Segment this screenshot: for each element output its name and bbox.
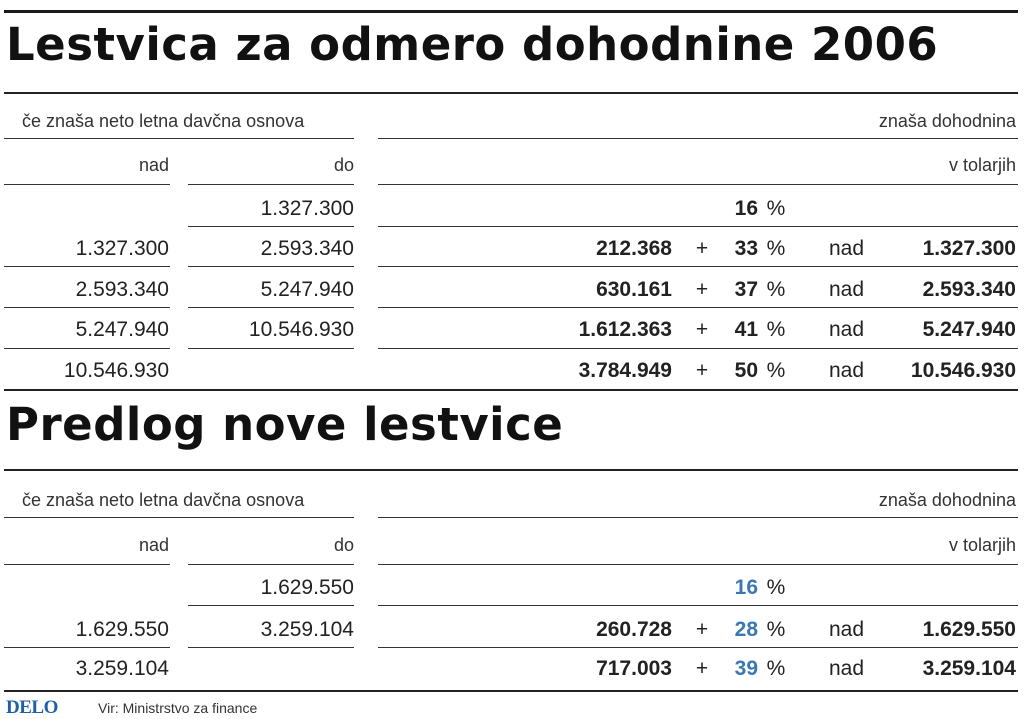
table-cell-nad: 1.327.300: [75, 237, 169, 260]
table-cell-pct: %: [766, 618, 786, 641]
table-cell-rate: 16: [734, 197, 758, 220]
table-cell-over-label: nad: [829, 359, 865, 382]
table-cell-nad: 10.546.930: [63, 359, 169, 382]
table-cell-rate: 41: [734, 318, 758, 341]
table-cell-do: 1.327.300: [260, 197, 354, 220]
table-cell-over: 1.629.550: [922, 618, 1016, 641]
table-cell-do: 1.629.550: [260, 576, 354, 599]
table-cell-pct: %: [766, 359, 786, 382]
table-cell-base: 717.003: [596, 657, 672, 680]
table-cell-base: 630.161: [596, 278, 672, 301]
table-cell-rate: 50: [734, 359, 758, 382]
table-cell-over: 10.546.930: [910, 359, 1016, 382]
table-cell-nad: 2.593.340: [75, 278, 169, 301]
table-cell-rate: 16: [734, 576, 758, 599]
table-cell-pct: %: [766, 318, 786, 341]
table-cell-rate: 39: [734, 657, 758, 680]
section1-rule: [4, 92, 1018, 94]
table-cell-base: 260.728: [596, 618, 672, 641]
table-cell-over-label: nad: [829, 278, 865, 301]
section1-col-nad: nad: [138, 155, 169, 175]
table-cell-over-label: nad: [829, 318, 865, 341]
section2-col-unit: v tolarjih: [948, 535, 1016, 555]
table-cell-over-label: nad: [829, 657, 865, 680]
table-cell-base: 212.368: [596, 237, 672, 260]
divider: [188, 348, 354, 349]
table-cell-nad: 5.247.940: [75, 318, 169, 341]
divider: [4, 184, 170, 185]
table-cell-do: 2.593.340: [260, 237, 354, 260]
table-cell-pct: %: [766, 197, 786, 220]
divider: [378, 184, 1018, 185]
table-cell-over: 5.247.940: [922, 318, 1016, 341]
divider: [188, 647, 354, 648]
section2-header-right: znaša dohodnina: [878, 490, 1016, 510]
section2-col-nad: nad: [138, 535, 169, 555]
divider: [188, 184, 354, 185]
divider: [188, 605, 354, 606]
table-cell-plus: +: [695, 237, 709, 260]
section2-rule: [4, 469, 1018, 471]
divider: [378, 307, 1018, 308]
delo-logo: DELO: [6, 697, 58, 718]
divider: [378, 348, 1018, 349]
source-note: Vir: Ministrstvo za finance: [98, 700, 258, 716]
table-cell-plus: +: [695, 618, 709, 641]
section1-col-unit: v tolarjih: [948, 155, 1016, 175]
table-cell-pct: %: [766, 576, 786, 599]
table-cell-plus: +: [695, 657, 709, 680]
table-cell-over: 1.327.300: [922, 237, 1016, 260]
divider: [378, 605, 1018, 606]
table-cell-do: 10.546.930: [248, 318, 354, 341]
divider: [378, 647, 1018, 648]
divider: [188, 307, 354, 308]
table-cell-nad: 3.259.104: [75, 657, 169, 680]
divider: [4, 564, 170, 565]
section1-header-right: znaša dohodnina: [878, 111, 1016, 131]
section1-header-left: če znaša neto letna davčna osnova: [22, 111, 305, 131]
table-cell-over-label: nad: [829, 618, 865, 641]
table-cell-rate: 28: [734, 618, 758, 641]
table-cell-nad: 1.629.550: [75, 618, 169, 641]
divider: [188, 226, 354, 227]
divider: [378, 138, 1018, 139]
section2-title: Predlog nove lestvice: [6, 398, 564, 451]
table-cell-plus: +: [695, 278, 709, 301]
section1-bottom-rule: [4, 389, 1018, 391]
table-cell-over-label: nad: [829, 237, 865, 260]
divider: [188, 266, 354, 267]
top-rule: [4, 10, 1018, 13]
section1-col-do: do: [333, 155, 354, 175]
divider: [4, 138, 354, 139]
table-cell-over: 3.259.104: [922, 657, 1016, 680]
table-cell-do: 3.259.104: [260, 618, 354, 641]
divider: [4, 647, 170, 648]
table-cell-base: 3.784.949: [578, 359, 672, 382]
divider: [4, 348, 170, 349]
divider: [4, 307, 170, 308]
table-cell-plus: +: [695, 318, 709, 341]
table-cell-pct: %: [766, 237, 786, 260]
section2-col-do: do: [333, 535, 354, 555]
table-cell-rate: 33: [734, 237, 758, 260]
divider: [378, 226, 1018, 227]
table-cell-base: 1.612.363: [578, 318, 672, 341]
section2-header-left: če znaša neto letna davčna osnova: [22, 490, 305, 510]
section1-title: Lestvica za odmero dohodnine 2006: [6, 18, 939, 71]
divider: [4, 266, 170, 267]
table-cell-do: 5.247.940: [260, 278, 354, 301]
table-cell-pct: %: [766, 278, 786, 301]
divider: [378, 517, 1018, 518]
divider: [188, 564, 354, 565]
divider: [378, 266, 1018, 267]
divider: [4, 517, 354, 518]
table-cell-plus: +: [695, 359, 709, 382]
table-cell-pct: %: [766, 657, 786, 680]
divider: [378, 564, 1018, 565]
table-cell-rate: 37: [734, 278, 758, 301]
section2-bottom-rule: [4, 690, 1018, 692]
table-cell-over: 2.593.340: [922, 278, 1016, 301]
